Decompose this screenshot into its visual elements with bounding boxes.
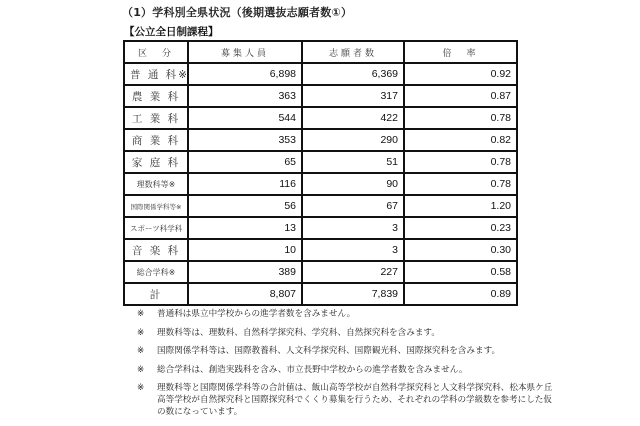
row-ratio: 0.87 (404, 85, 517, 107)
row-category: 商 業 科 (124, 129, 188, 151)
table-row (124, 217, 517, 239)
header-category: 区 分 (124, 41, 188, 63)
row-category: 家 庭 科 (124, 151, 188, 173)
row-ratio: 1.20 (404, 195, 517, 217)
reference-mark: ※ (137, 327, 145, 338)
reference-mark: ※ (137, 383, 145, 393)
table-row (124, 151, 517, 173)
footnote-text: 総合学科は、創造実践科を含み、市立長野中学校からの進学者数を含みません。 (157, 364, 468, 375)
row-category: 総合学科※ (124, 261, 188, 283)
row-quota: 65 (188, 151, 302, 173)
reference-mark: ※ (137, 364, 145, 375)
footnote (137, 364, 557, 376)
table-row (124, 129, 517, 151)
footnote (137, 382, 557, 418)
row-ratio: 0.30 (404, 239, 517, 261)
row-category: 音 楽 科 (124, 239, 188, 261)
row-applicants: 422 (302, 107, 404, 129)
row-quota: 389 (188, 261, 302, 283)
row-applicants: 6,369 (302, 63, 404, 85)
header-quota: 募集人員 (188, 41, 302, 63)
total-applicants: 7,839 (302, 283, 404, 305)
table-total-row (124, 283, 517, 305)
footnote-text: 理数科等と国際関係学科等の合計値は、飯山高等学校が自然科学探究科と人文科学探究科、松本県ケ丘高等学校が自然探究科と国際探究科でくくり募集を行うため、それぞれの学科の学級数を参考にした仮の数になっています。 (157, 383, 553, 417)
table-row (124, 195, 517, 217)
table-row (124, 85, 517, 107)
total-ratio: 0.89 (404, 283, 517, 305)
document-title: （1）学科別全県状況（後期選抜志願者数①） (122, 6, 353, 19)
row-quota: 56 (188, 195, 302, 217)
row-category: 理数科等※ (124, 173, 188, 195)
row-applicants: 3 (302, 239, 404, 261)
applicants-table (123, 40, 518, 306)
row-quota: 544 (188, 107, 302, 129)
footnote-text: 国際関係学科等は、国際教養科、人文科学探究科、国際観光科、国際探究科を含みます。 (157, 346, 501, 356)
row-category: 普 通 科※ (124, 63, 188, 85)
row-ratio: 0.82 (404, 129, 517, 151)
row-quota: 13 (188, 217, 302, 239)
row-applicants: 51 (302, 151, 404, 173)
table-row (124, 63, 517, 85)
row-category: 工 業 科 (124, 107, 188, 129)
footnote (137, 345, 557, 357)
row-applicants: 317 (302, 85, 404, 107)
row-applicants: 90 (302, 173, 404, 195)
document-subtitle: 【公立全日制課程】 (124, 26, 219, 38)
header-applicants: 志願者数 (302, 41, 404, 63)
row-applicants: 67 (302, 195, 404, 217)
footnote (137, 308, 557, 320)
row-applicants: 227 (302, 261, 404, 283)
row-applicants: 3 (302, 217, 404, 239)
header-ratio: 倍 率 (404, 41, 517, 63)
table-row (124, 107, 517, 129)
row-ratio: 0.78 (404, 107, 517, 129)
row-category: 農 業 科 (124, 85, 188, 107)
row-quota: 116 (188, 173, 302, 195)
reference-mark: ※ (137, 309, 145, 319)
footnote-text: 理数科等は、理数科、自然科学探究科、学究科、自然探究科を含みます。 (157, 327, 440, 338)
reference-mark: ※ (137, 346, 145, 356)
row-applicants: 290 (302, 129, 404, 151)
row-ratio: 0.58 (404, 261, 517, 283)
footnotes (137, 308, 557, 425)
row-category: スポーツ科学科 (124, 217, 188, 239)
footnote-text: 普通科は県立中学校からの進学者数を含みません。 (157, 309, 356, 319)
total-label: 計 (124, 283, 188, 305)
row-ratio: 0.23 (404, 217, 517, 239)
table-header-row (124, 41, 517, 63)
total-quota: 8,807 (188, 283, 302, 305)
row-quota: 363 (188, 85, 302, 107)
row-category: 国際関係学科等※ (124, 195, 188, 217)
table-row (124, 239, 517, 261)
row-ratio: 0.92 (404, 63, 517, 85)
table-row (124, 173, 517, 195)
footnote (137, 327, 557, 339)
row-ratio: 0.78 (404, 151, 517, 173)
row-quota: 6,898 (188, 63, 302, 85)
table-row (124, 261, 517, 283)
row-ratio: 0.78 (404, 173, 517, 195)
row-quota: 353 (188, 129, 302, 151)
row-quota: 10 (188, 239, 302, 261)
